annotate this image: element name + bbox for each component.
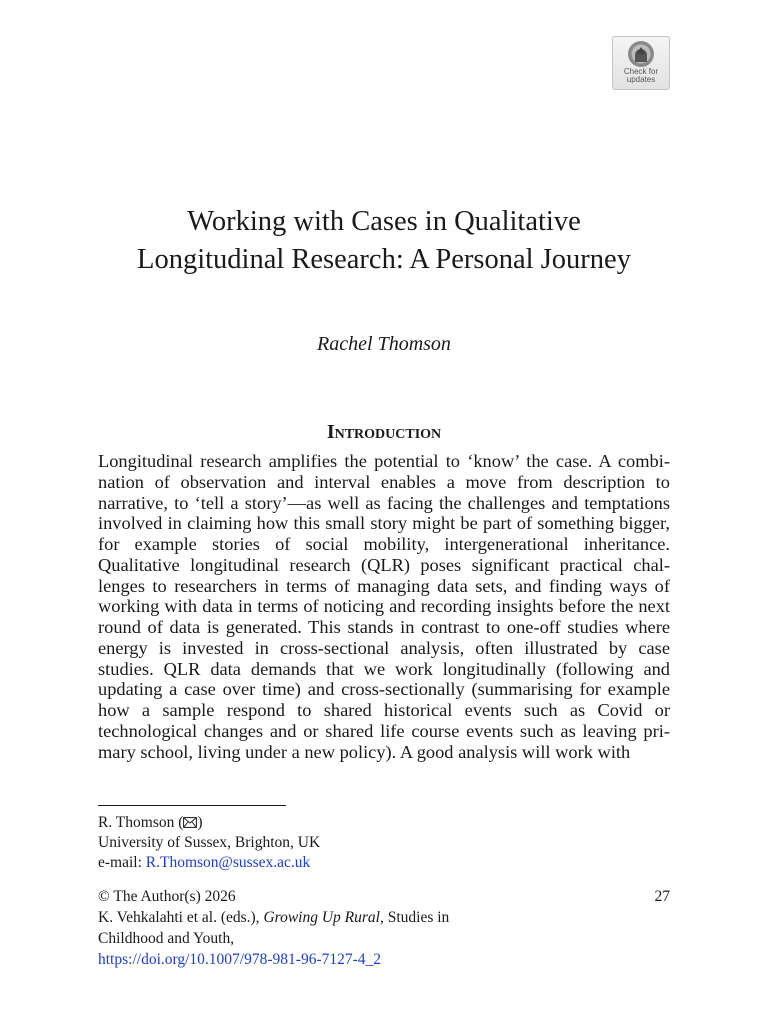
badge-label-line1: Check for: [623, 67, 659, 76]
copyright-block: [98, 886, 518, 970]
check-for-updates-icon: [627, 40, 655, 68]
affiliation-email-line: [98, 853, 498, 873]
author-name: Rachel Thomson: [317, 333, 451, 355]
title-line-1: Working with Cases in Qualitative: [187, 206, 581, 237]
footnote-divider: [98, 805, 286, 806]
affiliation-name-line: [98, 813, 498, 833]
chapter-title: [80, 203, 688, 279]
badge-label-line2: updates: [626, 75, 656, 84]
copyright-line: © The Author(s) 2026: [98, 888, 236, 905]
citation-line: [98, 907, 518, 928]
envelope-icon: [183, 817, 197, 828]
check-for-updates-badge[interactable]: [612, 36, 670, 90]
body-paragraph: Longitudinal research amplifies the potential to ‘know’ the case. A combination of observation and interval enables a move from description to narrative, to ‘tell a story’—as well as facing the challenges and temptations involved in claiming how this small story might be part of something bigger, for example stories of social mobility, intergenerational inheritance. Qualitative longitudinal research (QLR) poses significant practical challenges to researchers in terms of managing data sets, and finding ways of working with data in terms of noticing and recording insights before the next round of data is generated. This stands in contrast to one-off studies where energy is invested in cross-sectional analysis, often illustrated by case studies. QLR data demands that we work longitudinally (following and updating a case over time) and cross-sectionally (summarising for example how a sample respond to shared historical events such as Covid or technological changes and or shared life course events such as leaving primary school, living under a new policy). A good analysis will work with: [98, 451, 670, 762]
title-line-2: Longitudinal Research: A Personal Journey: [137, 244, 631, 275]
paren-close: ): [197, 814, 203, 831]
paren-open: (: [174, 814, 184, 831]
email-link[interactable]: R.Thomson@sussex.ac.uk: [145, 854, 311, 871]
citation-series: , Studies in: [379, 909, 450, 926]
citation-editors: K. Vehkalahti et al. (eds.),: [98, 909, 264, 926]
citation-series-cont: Childhood and Youth,: [98, 930, 235, 947]
affiliation-name: R. Thomson: [98, 814, 175, 831]
affiliation-institution: University of Sussex, Brighton, UK: [98, 834, 321, 851]
page-number: 27: [654, 888, 670, 905]
email-label: e-mail:: [98, 854, 146, 871]
book-title: Growing Up Rural: [263, 909, 380, 926]
author-affiliation: [98, 813, 498, 873]
doi-link[interactable]: https://doi.org/10.1007/978-981-96-7127-4_2: [98, 951, 382, 968]
section-heading: Introduction: [326, 421, 442, 443]
